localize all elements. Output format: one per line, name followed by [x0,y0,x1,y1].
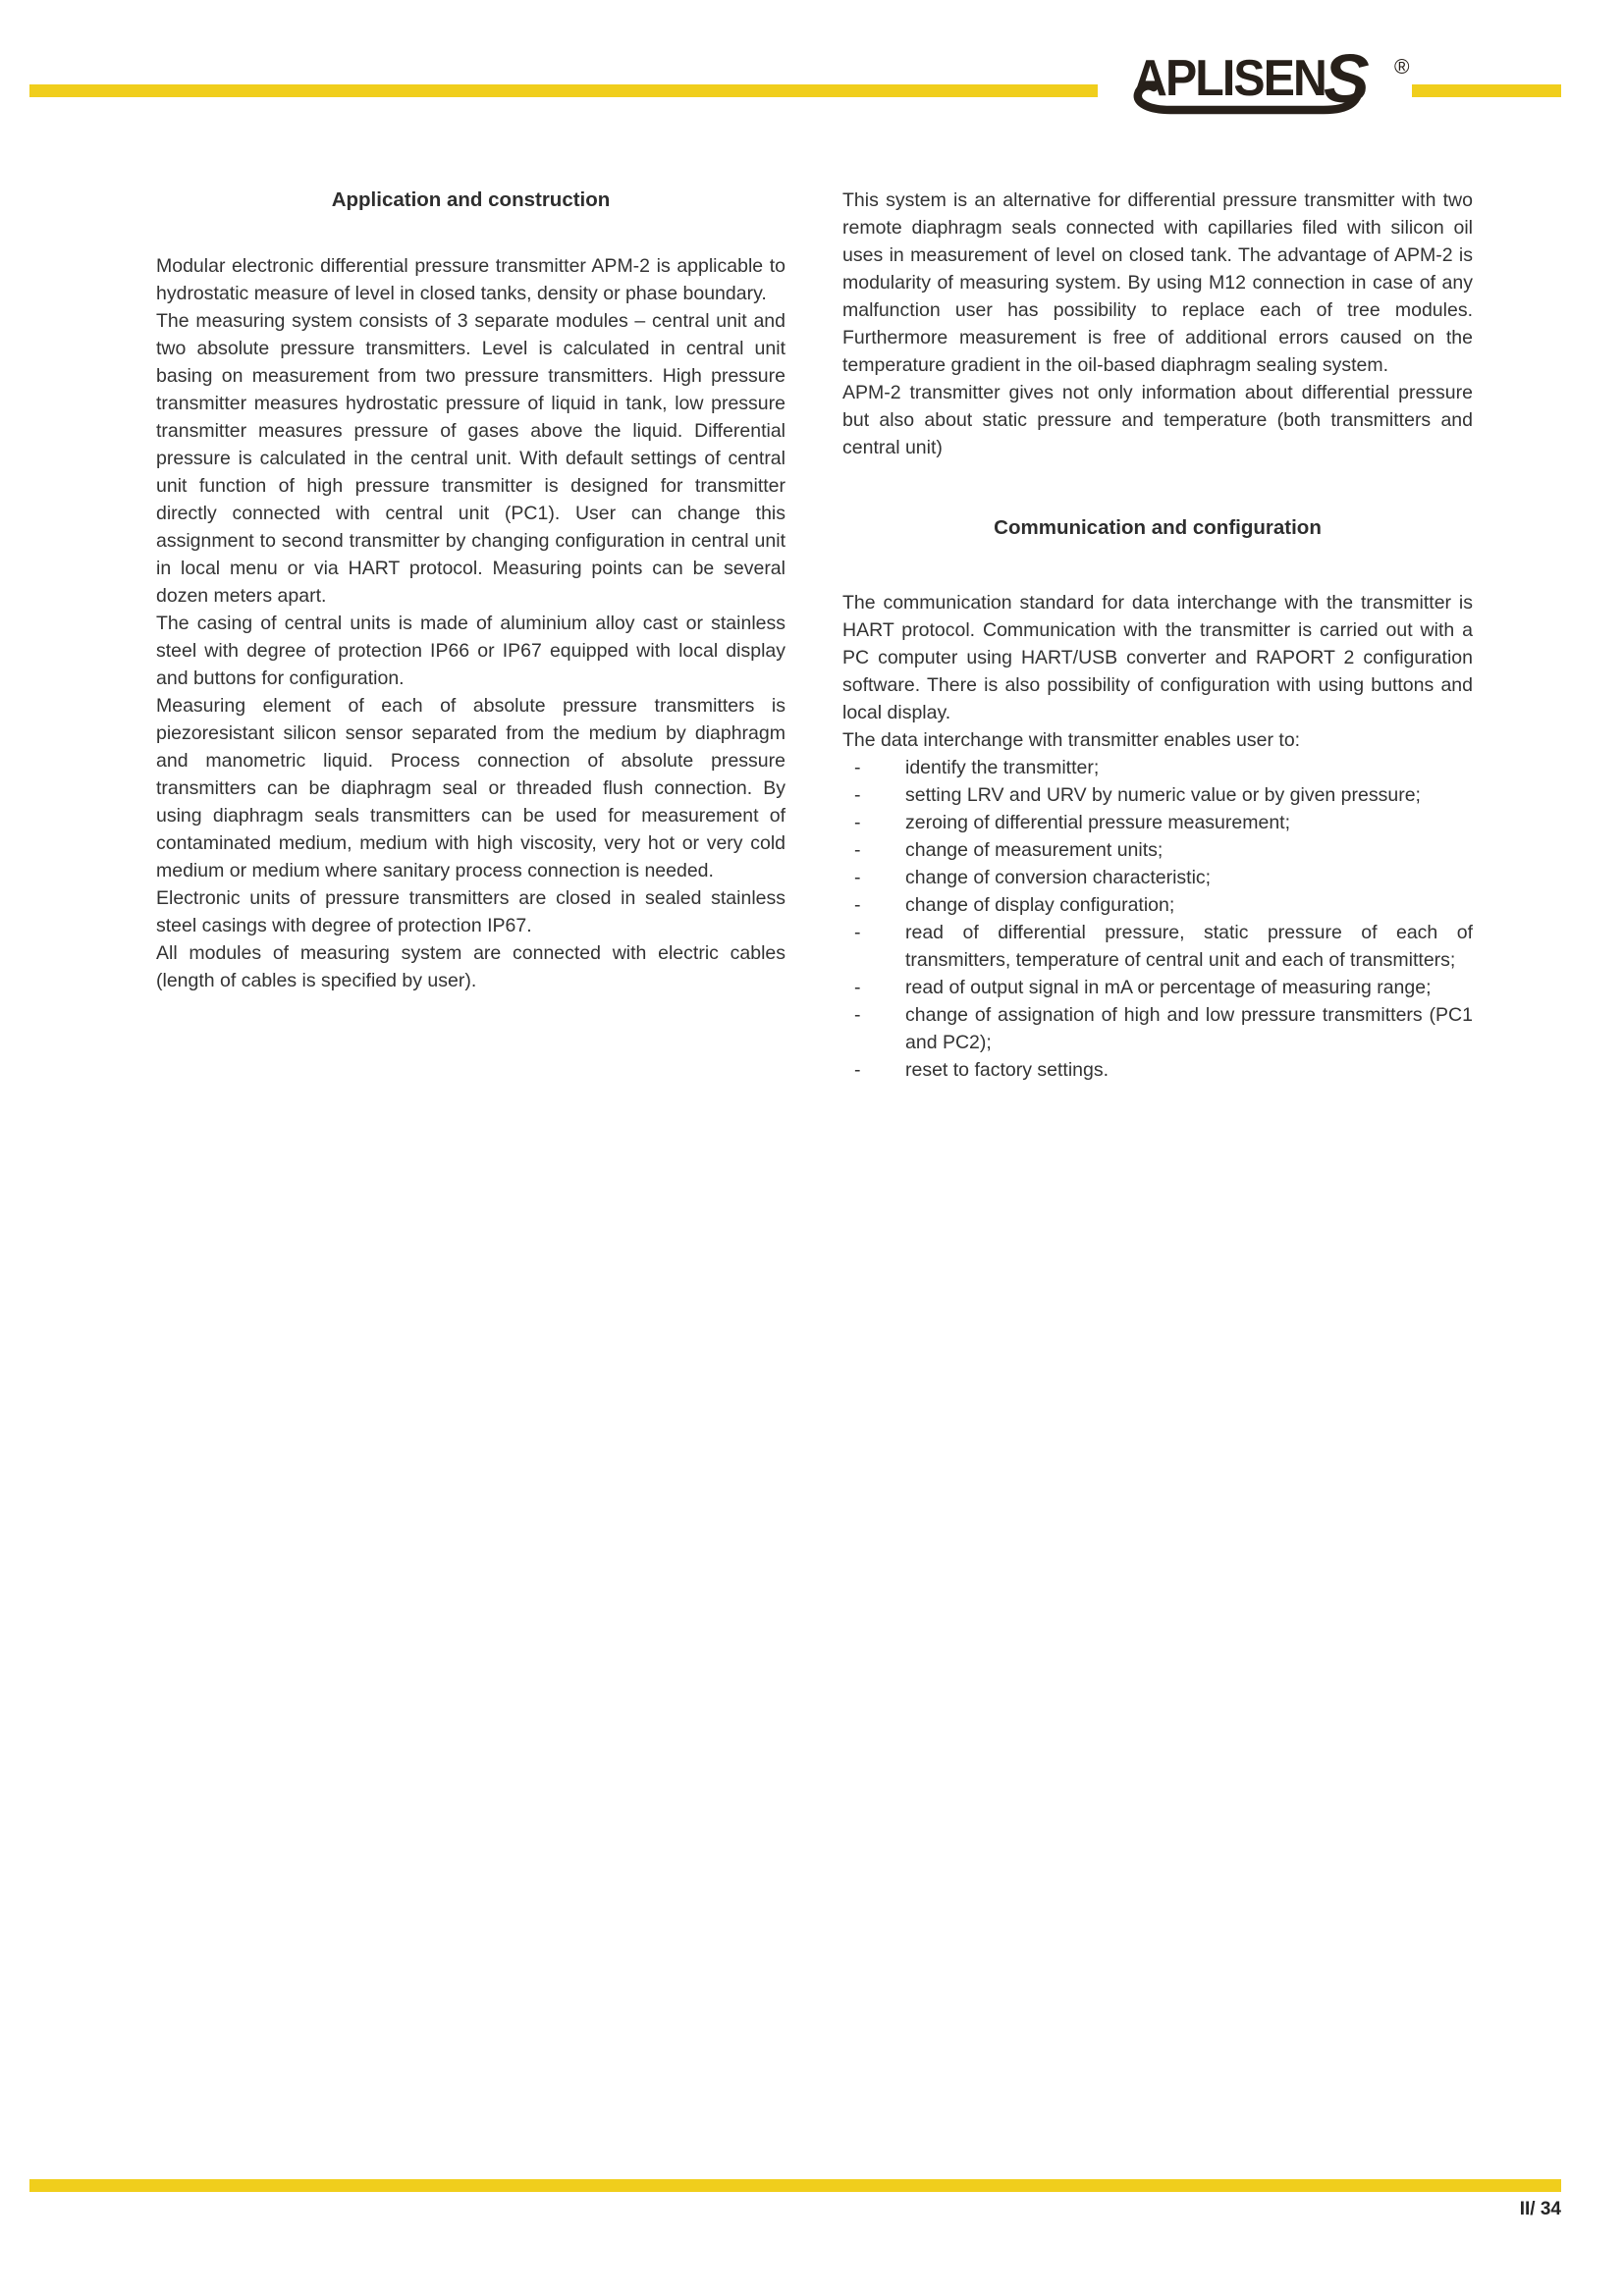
bullet-text: zeroing of differential pressure measurement; [905,812,1291,833]
bullet-item [842,809,1473,836]
aplisens-logo [1117,26,1422,128]
page-number: II/ 34 [1519,2199,1561,2219]
right-column-body-mid [842,589,1473,754]
top-rule-left-segment [29,84,1098,97]
left-paragraph: Electronic units of pressure transmitters are closed in sealed stainless steel casings with degree of protection IP67. [156,887,785,936]
bullet-marker: - [854,922,861,943]
right-column-body-top [842,187,1473,461]
logo-wordmark-tail-s: S [1324,40,1370,117]
bullet-item [842,781,1473,809]
right-paragraph: The communication standard for data interchange with the transmitter is HART protocol. Communication with the transmitter is carried out with a PC computer using HART/USB converter and RAPORT 2 configuration software. There is also possibility of configuration with using buttons and local display. [842,592,1473,723]
left-paragraph: Measuring element of each of absolute pressure transmitters is piezoresistant silicon sensor separated from the medium by diaphragm and manometric liquid. Process connection of absolute pressure transmitters can be diaphragm seal or threaded flush connection. By using diaphragm seals transmitters can be used for measurement of contaminated medium, medium with high viscosity, very hot or very cold medium or medium where sanitary process connection is needed. [156,695,785,881]
bullet-item [842,1056,1473,1084]
bullet-text: change of conversion characteristic; [905,867,1212,888]
registered-trademark-icon: ® [1394,56,1410,79]
logo-wordmark-head: APLISEN [1133,50,1326,107]
left-paragraph: The measuring system consists of 3 separate modules – central unit and two absolute pressure transmitters. Level is calculated in central unit basing on measurement from two pressure transmitters. High pressure transmitter measures hydrostatic pressure of liquid in tank, low pressure transmitter measures pressure of gases above the liquid. Differential pressure is calculated in the central unit. With default settings of central unit function of high pressure transmitter is designed for transmitter directly connected with central unit (PC1). User can change this assignment to second transmitter by changing configuration in central unit in local menu or via HART protocol. Measuring points can be several dozen meters apart. [156,310,785,607]
bullet-marker: - [854,894,861,916]
bullet-marker: - [854,1059,861,1081]
top-rule-right-segment [1412,84,1561,97]
bullet-marker: - [854,757,861,778]
bullet-item [842,864,1473,891]
bullet-item [842,919,1473,974]
right-column [842,187,1473,1084]
right-paragraph: This system is an alternative for differential pressure transmitter with two remote diaphragm seals connected with capillaries filed with silicon oil uses in measurement of level on closed tank. The advantage of APM-2 is modularity of measuring system. By using M12 connection in case of any malfunction user has possibility to replace each of tree modules. Furthermore measurement is free of additional errors caused on the temperature gradient in the oil-based diaphragm sealing system. [842,189,1473,376]
communication-configuration-heading: Communication and configuration [994,516,1322,539]
bullet-marker: - [854,839,861,861]
left-paragraph: The casing of central units is made of aluminium alloy cast or stainless steel with degree of protection IP66 or IP67 equipped with local display and buttons for configuration. [156,613,785,689]
bullet-marker: - [854,977,861,998]
left-paragraph: Modular electronic differential pressure transmitter APM-2 is applicable to hydrostatic measure of level in closed tanks, density or phase boundary. [156,255,785,304]
left-column [156,187,785,994]
bullet-item [842,1001,1473,1056]
right-paragraph: APM-2 transmitter gives not only information about differential pressure but also about static pressure and temperature (both transmitters and central unit) [842,382,1473,458]
bullet-item [842,891,1473,919]
bullet-text: identify the transmitter; [905,757,1100,778]
capability-bullet-list [842,754,1473,1084]
aplisens-logo-graphic [1117,26,1422,128]
application-construction-heading: Application and construction [331,188,611,211]
bullet-marker: - [854,867,861,888]
bullet-marker: - [854,812,861,833]
bullet-text: change of display configuration; [905,894,1175,916]
right-paragraph: The data interchange with transmitter enables user to: [842,729,1301,751]
bullet-text: change of measurement units; [905,839,1164,861]
bullet-text: reset to factory settings. [905,1059,1110,1081]
bullet-item [842,974,1473,1001]
bullet-marker: - [854,1004,861,1026]
bullet-marker: - [854,784,861,806]
bullet-text: setting LRV and URV by numeric value or by given pressure; [905,784,1421,806]
left-paragraph: All modules of measuring system are connected with electric cables (length of cables is specified by user). [156,942,785,991]
bullet-item [842,836,1473,864]
left-column-body [156,252,785,994]
bullet-item [842,754,1473,781]
bullet-text: read of differential pressure, static pressure of each of transmitters, temperature of central unit and each of transmitters; [905,922,1473,971]
bottom-rule [29,2179,1561,2192]
bullet-text: read of output signal in mA or percentage of measuring range; [905,977,1432,998]
bullet-text: change of assignation of high and low pressure transmitters (PC1 and PC2); [905,1004,1473,1053]
